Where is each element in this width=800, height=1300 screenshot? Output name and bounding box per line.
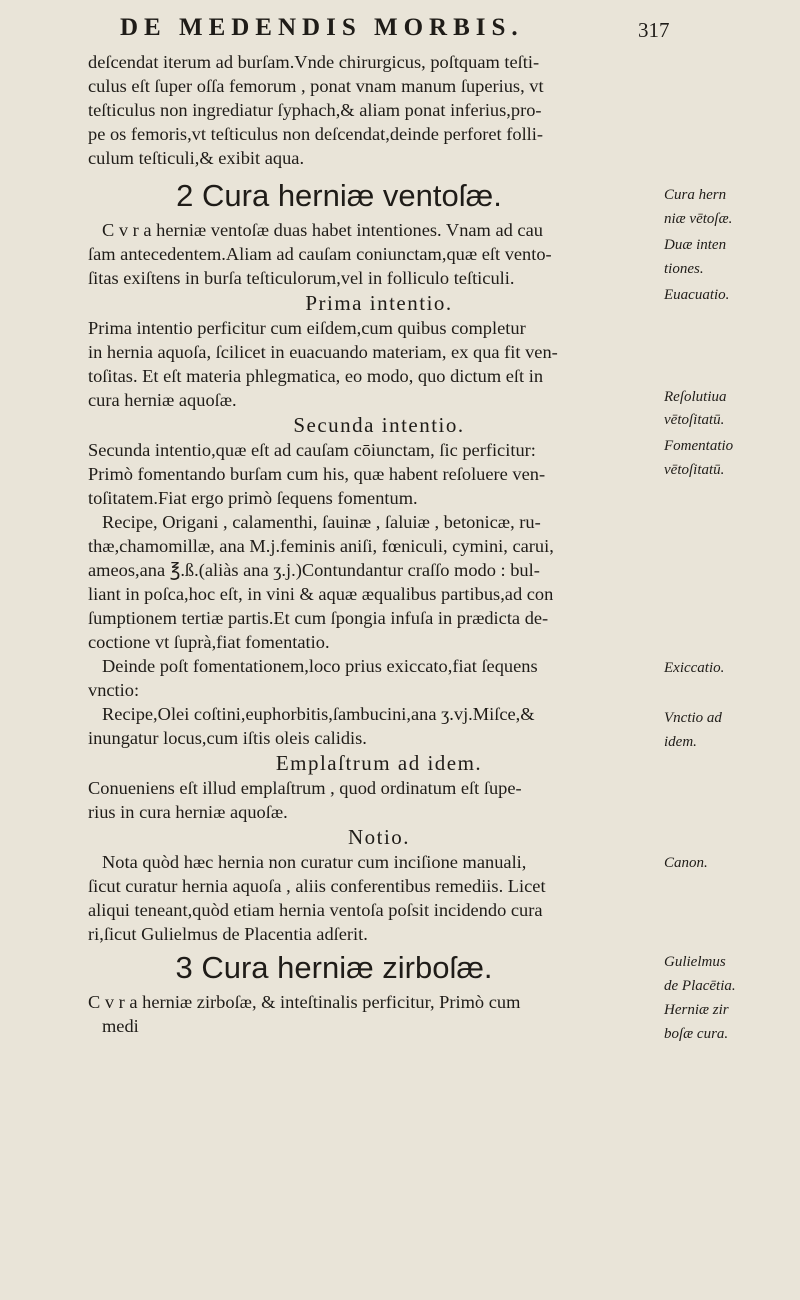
text-line: pe os femoris,vt teſticulus non deſcendat,deinde perforet folli- xyxy=(88,124,544,144)
text-line: toſitatem.Fiat ergo primò ſequens fomentum. xyxy=(88,488,418,508)
text-line: Secunda intentio,quæ eſt ad cauſam cōiunctam, ſic perficitur: xyxy=(88,440,536,460)
margin-note: vētoſitatū. xyxy=(664,412,725,428)
text-line: ri,ſicut Gulielmus de Placentia adſerit. xyxy=(88,924,368,944)
text-line: Primò fomentando burſam cum his, quæ habent reſoluere ven- xyxy=(88,464,546,484)
text-line: culum teſticuli,& exibit aqua. xyxy=(88,148,305,168)
text-line: aliqui teneant,quòd etiam hernia ventoſa poſsit incidendo cura xyxy=(88,900,543,920)
subsection-title: Prima intentio. xyxy=(305,291,453,315)
text-line: inungatur locus,cum iſtis oleis calidis. xyxy=(88,728,367,748)
text-line: vnctio: xyxy=(88,680,140,700)
text-line: C v r a herniæ ventoſæ duas habet intentiones. Vnam ad cau xyxy=(102,220,543,240)
subsection-title: Notio. xyxy=(347,825,411,849)
page-header xyxy=(120,14,680,48)
section-title: 3 Cura herniæ zirboſæ. xyxy=(175,950,493,985)
text-line: rius in cura herniæ aquoſæ. xyxy=(88,802,288,822)
margin-note: vētoſitatū. xyxy=(664,462,725,478)
text-line: ſitas exiſtens in burſa teſticulorum,vel in folliculo teſticuli. xyxy=(88,268,515,288)
margin-note: idem. xyxy=(664,734,697,750)
text-line: Deinde poſt fomentationem,loco prius exiccato,fiat ſequens xyxy=(102,656,538,676)
text-line: culus eſt ſuper oſſa femorum , ponat vnam manum ſuperius, vt xyxy=(88,76,544,96)
text-line: Conueniens eſt illud emplaſtrum , quod ordinatum eſt ſupe- xyxy=(88,778,522,798)
text-line: Prima intentio perficitur cum eiſdem,cum quibus completur xyxy=(88,318,526,338)
margin-note: tiones. xyxy=(664,261,704,277)
margin-note: Reſolutiua xyxy=(664,389,727,405)
margin-note: de Placētia. xyxy=(664,978,736,994)
text-line: deſcendat iterum ad burſam.Vnde chirurgicus, poſtquam teſti- xyxy=(88,52,540,72)
text-line: cura herniæ aquoſæ. xyxy=(88,390,237,410)
margin-note: Gulielmus xyxy=(664,954,726,970)
text-line: medi xyxy=(102,1016,139,1036)
margin-note: Exiccatio. xyxy=(664,660,725,676)
text-line: C v r a herniæ zirboſæ, & inteſtinalis perficitur, Primò cum xyxy=(88,992,521,1012)
subsection-title: Emplaſtrum ad idem. xyxy=(275,751,483,775)
text-line: ſumptionem tertiæ partis.Et cum ſpongia infuſa in prædicta de- xyxy=(88,608,549,628)
text-line: ſam antecedentem.Aliam ad cauſam coniunctam,quæ eſt vento- xyxy=(88,244,552,264)
margin-note: boſæ cura. xyxy=(664,1026,729,1042)
text-line: toſitas. Et eſt materia phlegmatica, eo modo, quo dictum eſt in xyxy=(88,366,544,386)
text-line: in hernia aquoſa, ſcilicet in euacuando materiam, ex qua fit ven- xyxy=(88,342,558,362)
text-line: liant in poſca,hoc eſt, in vini & aquæ æqualibus partibus,ad con xyxy=(88,584,554,604)
margin-note: Duæ inten xyxy=(664,237,727,253)
text-line: coctione vt ſuprà,fiat fomentatio. xyxy=(88,632,330,652)
text-line: Recipe,Olei coſtini,euphorbitis,ſambucini,ana ʒ.vj.Miſce,& xyxy=(102,704,535,724)
running-head: DE MEDENDIS MORBIS. xyxy=(120,14,524,41)
page-number: 317 xyxy=(638,18,670,42)
subsection-title: Secunda intentio. xyxy=(293,413,465,437)
margin-note: Fomentatio xyxy=(664,438,734,454)
margin-note: Canon. xyxy=(664,855,708,871)
text-line: ſicut curatur hernia aquoſa , aliis conferentibus remediis. Licet xyxy=(88,876,546,896)
margin-note: Vnctio ad xyxy=(664,710,722,726)
main-text-column xyxy=(88,50,670,1038)
margin-note: niæ vētoſæ. xyxy=(664,211,733,227)
text-line: Nota quòd hæc hernia non curatur cum inciſione manuali, xyxy=(102,852,527,872)
margin-note: Euacuatio. xyxy=(664,287,730,303)
text-line: Recipe, Origani , calamenthi, ſauinæ , ſaluiæ , betonicæ, ru- xyxy=(102,512,541,532)
margin-note: Herniæ zir xyxy=(664,1002,729,1018)
section-title: 2 Cura herniæ ventoſæ. xyxy=(176,178,502,213)
text-line: teſticulus non ingrediatur ſyphach,& aliam ponat inferius,pro- xyxy=(88,100,542,120)
text-line: thæ,chamomillæ, ana M.j.feminis aniſi, fœniculi, cymini, carui, xyxy=(88,536,554,556)
text-line: ameos,ana ℥.ß.(aliàs ana ʒ.j.)Contundantur craſſo modo : bul- xyxy=(88,560,540,580)
margin-note: Cura hern xyxy=(664,187,727,203)
